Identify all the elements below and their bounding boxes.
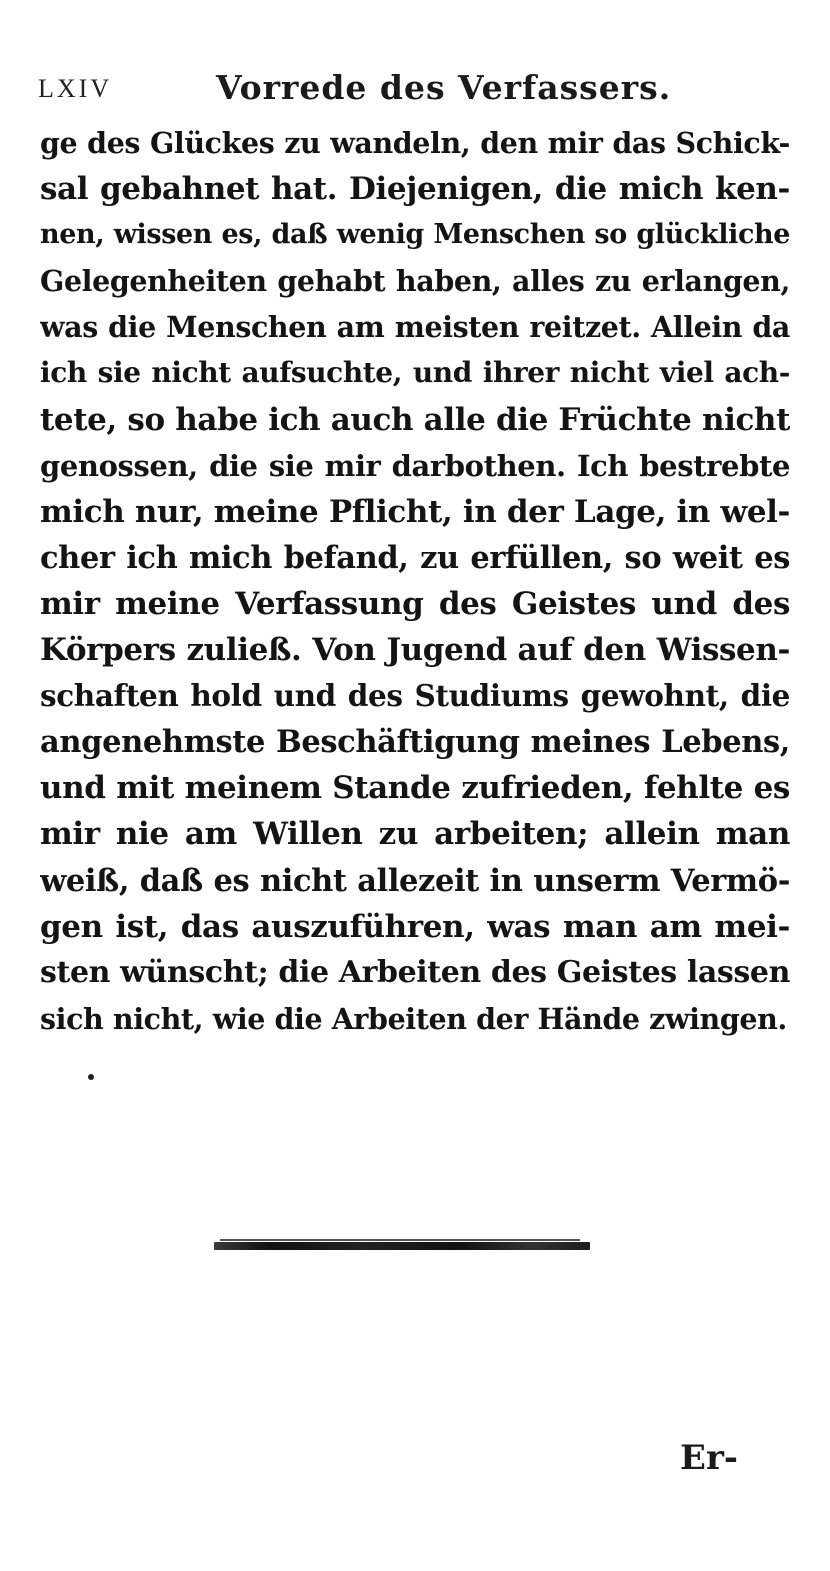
text-line: sal gebahnet hat. Diejenigen, die mich ken-	[40, 171, 790, 208]
text-line: weiß, daß es nicht allezeit in unserm Vermö-	[40, 862, 790, 899]
text-line: mir meine Verfassung des Geistes und des	[40, 585, 790, 622]
rule-thin-line	[220, 1239, 580, 1241]
text-line: schaften hold und des Studiums gewohnt, die	[40, 678, 790, 714]
ink-speck	[88, 1074, 94, 1080]
text-line: sten wünscht; die Arbeiten des Geistes lassen	[40, 954, 790, 990]
text-line: sich nicht, wie die Arbeiten der Hände zwingen.	[40, 1001, 787, 1036]
text-line: nen, wissen es, daß wenig Menschen so glückliche	[40, 219, 790, 251]
body-text	[40, 120, 790, 1042]
text-line: Körpers zuließ. Von Jugend auf den Wissen-	[40, 632, 790, 669]
text-line: ge des Glückes zu wandeln, den mir das Schick-	[40, 126, 790, 160]
text-line: was die Menschen am meisten reitzet. Allein da	[40, 310, 790, 345]
text-line: cher ich mich befand, zu erfüllen, so weit es	[40, 539, 790, 576]
text-line: tete, so habe ich auch alle die Früchte nicht	[40, 401, 790, 438]
text-line: mich nur, meine Pflicht, in der Lage, in wel-	[40, 493, 790, 530]
rule-thick-line	[214, 1242, 590, 1250]
running-head: Vorrede des Verfassers.	[216, 68, 672, 107]
text-line: angenehmste Beschäftigung meines Lebens,	[40, 724, 790, 761]
text-line: mir nie am Willen zu arbeiten; allein man	[40, 816, 790, 853]
catchword: Er-	[680, 1438, 738, 1478]
text-line: ich sie nicht aufsuchte, und ihrer nicht viel ach-	[40, 356, 790, 390]
text-line: genossen, die sie mir darbothen. Ich bestrebte	[40, 448, 790, 483]
page-number: LXIV	[38, 74, 113, 103]
text-line: und mit meinem Stande zufrieden, fehlte es	[40, 770, 790, 807]
section-divider-rule	[214, 1238, 590, 1254]
text-line: Gelegenheiten gehabt haben, alles zu erlangen,	[40, 264, 790, 299]
page-header	[38, 68, 798, 112]
text-line: gen ist, das auszuführen, was man am mei-	[40, 908, 790, 945]
